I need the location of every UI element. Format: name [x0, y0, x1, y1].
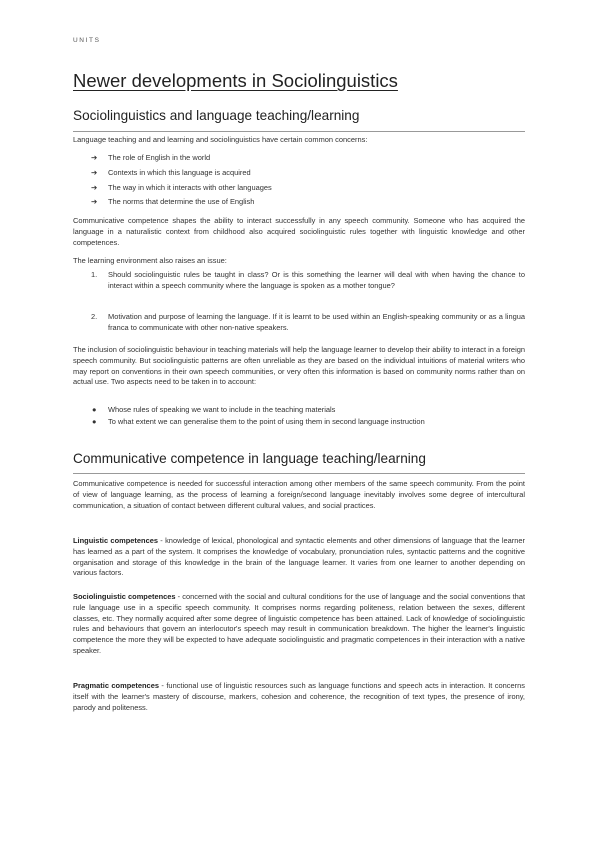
section-heading-sociolinguistics-teaching: Sociolinguistics and language teaching/learning — [73, 108, 360, 123]
dot-bullet-icon: ● — [92, 417, 97, 426]
arrow-bullet-icon: ➔ — [91, 153, 98, 162]
common-concerns-intro: Language teaching and and learning and sociolinguistics have certain common concerns: — [73, 135, 368, 144]
aspect-item: To what extent we can generalise them to the point of using them in second language instruction — [108, 417, 425, 426]
list-number: 2. — [91, 312, 98, 321]
arrow-bullet-icon: ➔ — [91, 183, 98, 192]
issue-item: Motivation and purpose of learning the language. If it is learnt to be used within an English-speaking community or as a lingua franca to communicate with other non-native speakers. — [108, 312, 525, 332]
list-number: 1. — [91, 270, 98, 279]
term-pragmatic-competences: Pragmatic competences — [73, 681, 159, 690]
inclusion-paragraph: The inclusion of sociolinguistic behaviour in teaching materials will help the language learner to develop their ability to interact in a foreign speech community. But sociolinguistic patterns are often unreliable as they are based on the individual intuitions of material writers who may report on conventions in their own speech communities, or very often this information is based on community norms rather than on actual use. Two aspects need to be taken in to account: — [73, 345, 526, 387]
concern-item: Contexts in which this language is acquired — [108, 168, 251, 177]
arrow-bullet-icon: ➔ — [91, 197, 98, 206]
dot-bullet-icon: ● — [92, 405, 97, 414]
concern-item: The role of English in the world — [108, 153, 211, 162]
concern-item: The way in which it interacts with other languages — [108, 183, 272, 192]
aspect-item: Whose rules of speaking we want to include in the teaching materials — [108, 405, 336, 414]
term-sociolinguistic-competences: Sociolinguistic competences — [73, 592, 176, 601]
page-title: Newer developments in Sociolinguistics — [73, 70, 398, 91]
section-heading-communicative-competence: Communicative competence in language teaching/learning — [73, 451, 426, 466]
communicative-competence-paragraph: Communicative competence shapes the ability to interact successfully in any speech community. Someone who has acquired the language in a naturalistic context from childhood also acquired sociolinguistic rules together with linguistic knowledge and other competences. — [73, 216, 525, 247]
concern-item: The norms that determine the use of English — [108, 197, 255, 206]
section-rule — [73, 131, 525, 132]
communicative-competence-intro: Communicative competence is needed for successful interaction among other members of the same speech community. From the point of view of language learning, as the process of learning a foreign/second language inevitably involves some degree of intercultural communication, a situation of contact between different cultural values, and social practices. — [73, 479, 525, 510]
pragmatic-competences-paragraph: Pragmatic competences - functional use of linguistic resources such as language functions and speech acts in interaction. It concerns itself with the learner's mastery of discourse, markers, cohesion and coherence, the recognition of text types, the presence of irony, parody and politeness. — [73, 681, 526, 712]
running-head: UNITS — [73, 37, 101, 44]
linguistic-competences-paragraph: Linguistic competences - knowledge of lexical, phonological and syntactic elements and other dimensions of language that the learner has learned as a part of the system. It comprises the knowledge of vocabulary, pronunciation rules, syntactic patterns and the cognitive organisation and storage of this knowledge in the brain of the language learner. It varies from one learner to another depending on various factors. — [73, 536, 525, 578]
learning-environment-intro: The learning environment also raises an issue: — [73, 256, 227, 265]
section-rule — [73, 473, 525, 474]
arrow-bullet-icon: ➔ — [91, 168, 98, 177]
sociolinguistic-competences-paragraph: Sociolinguistic competences - concerned with the social and cultural conditions for the use of language and the social conventions that rule language use in a specific speech community. It comprises norms regarding politeness, relation between the sexes, different classes, etc. They normally acquired after some degree of linguistic competence has been attained. Lack of knowledge of sociolinguistic rules and behaviours that govern an interlocutor's speech may result in communication breakdown. The higher the learner's linguistic competence the more they will be expected to have adequate sociolinguistic and pragmatic competences in their interaction with a native speaker. — [73, 592, 526, 655]
term-linguistic-competences: Linguistic competences — [73, 536, 158, 545]
issue-item: Should sociolinguistic rules be taught in class? Or is this something the learner will deal with when having the chance to interact within a speech community where the language is spoken as a mother tongue? — [108, 270, 525, 290]
